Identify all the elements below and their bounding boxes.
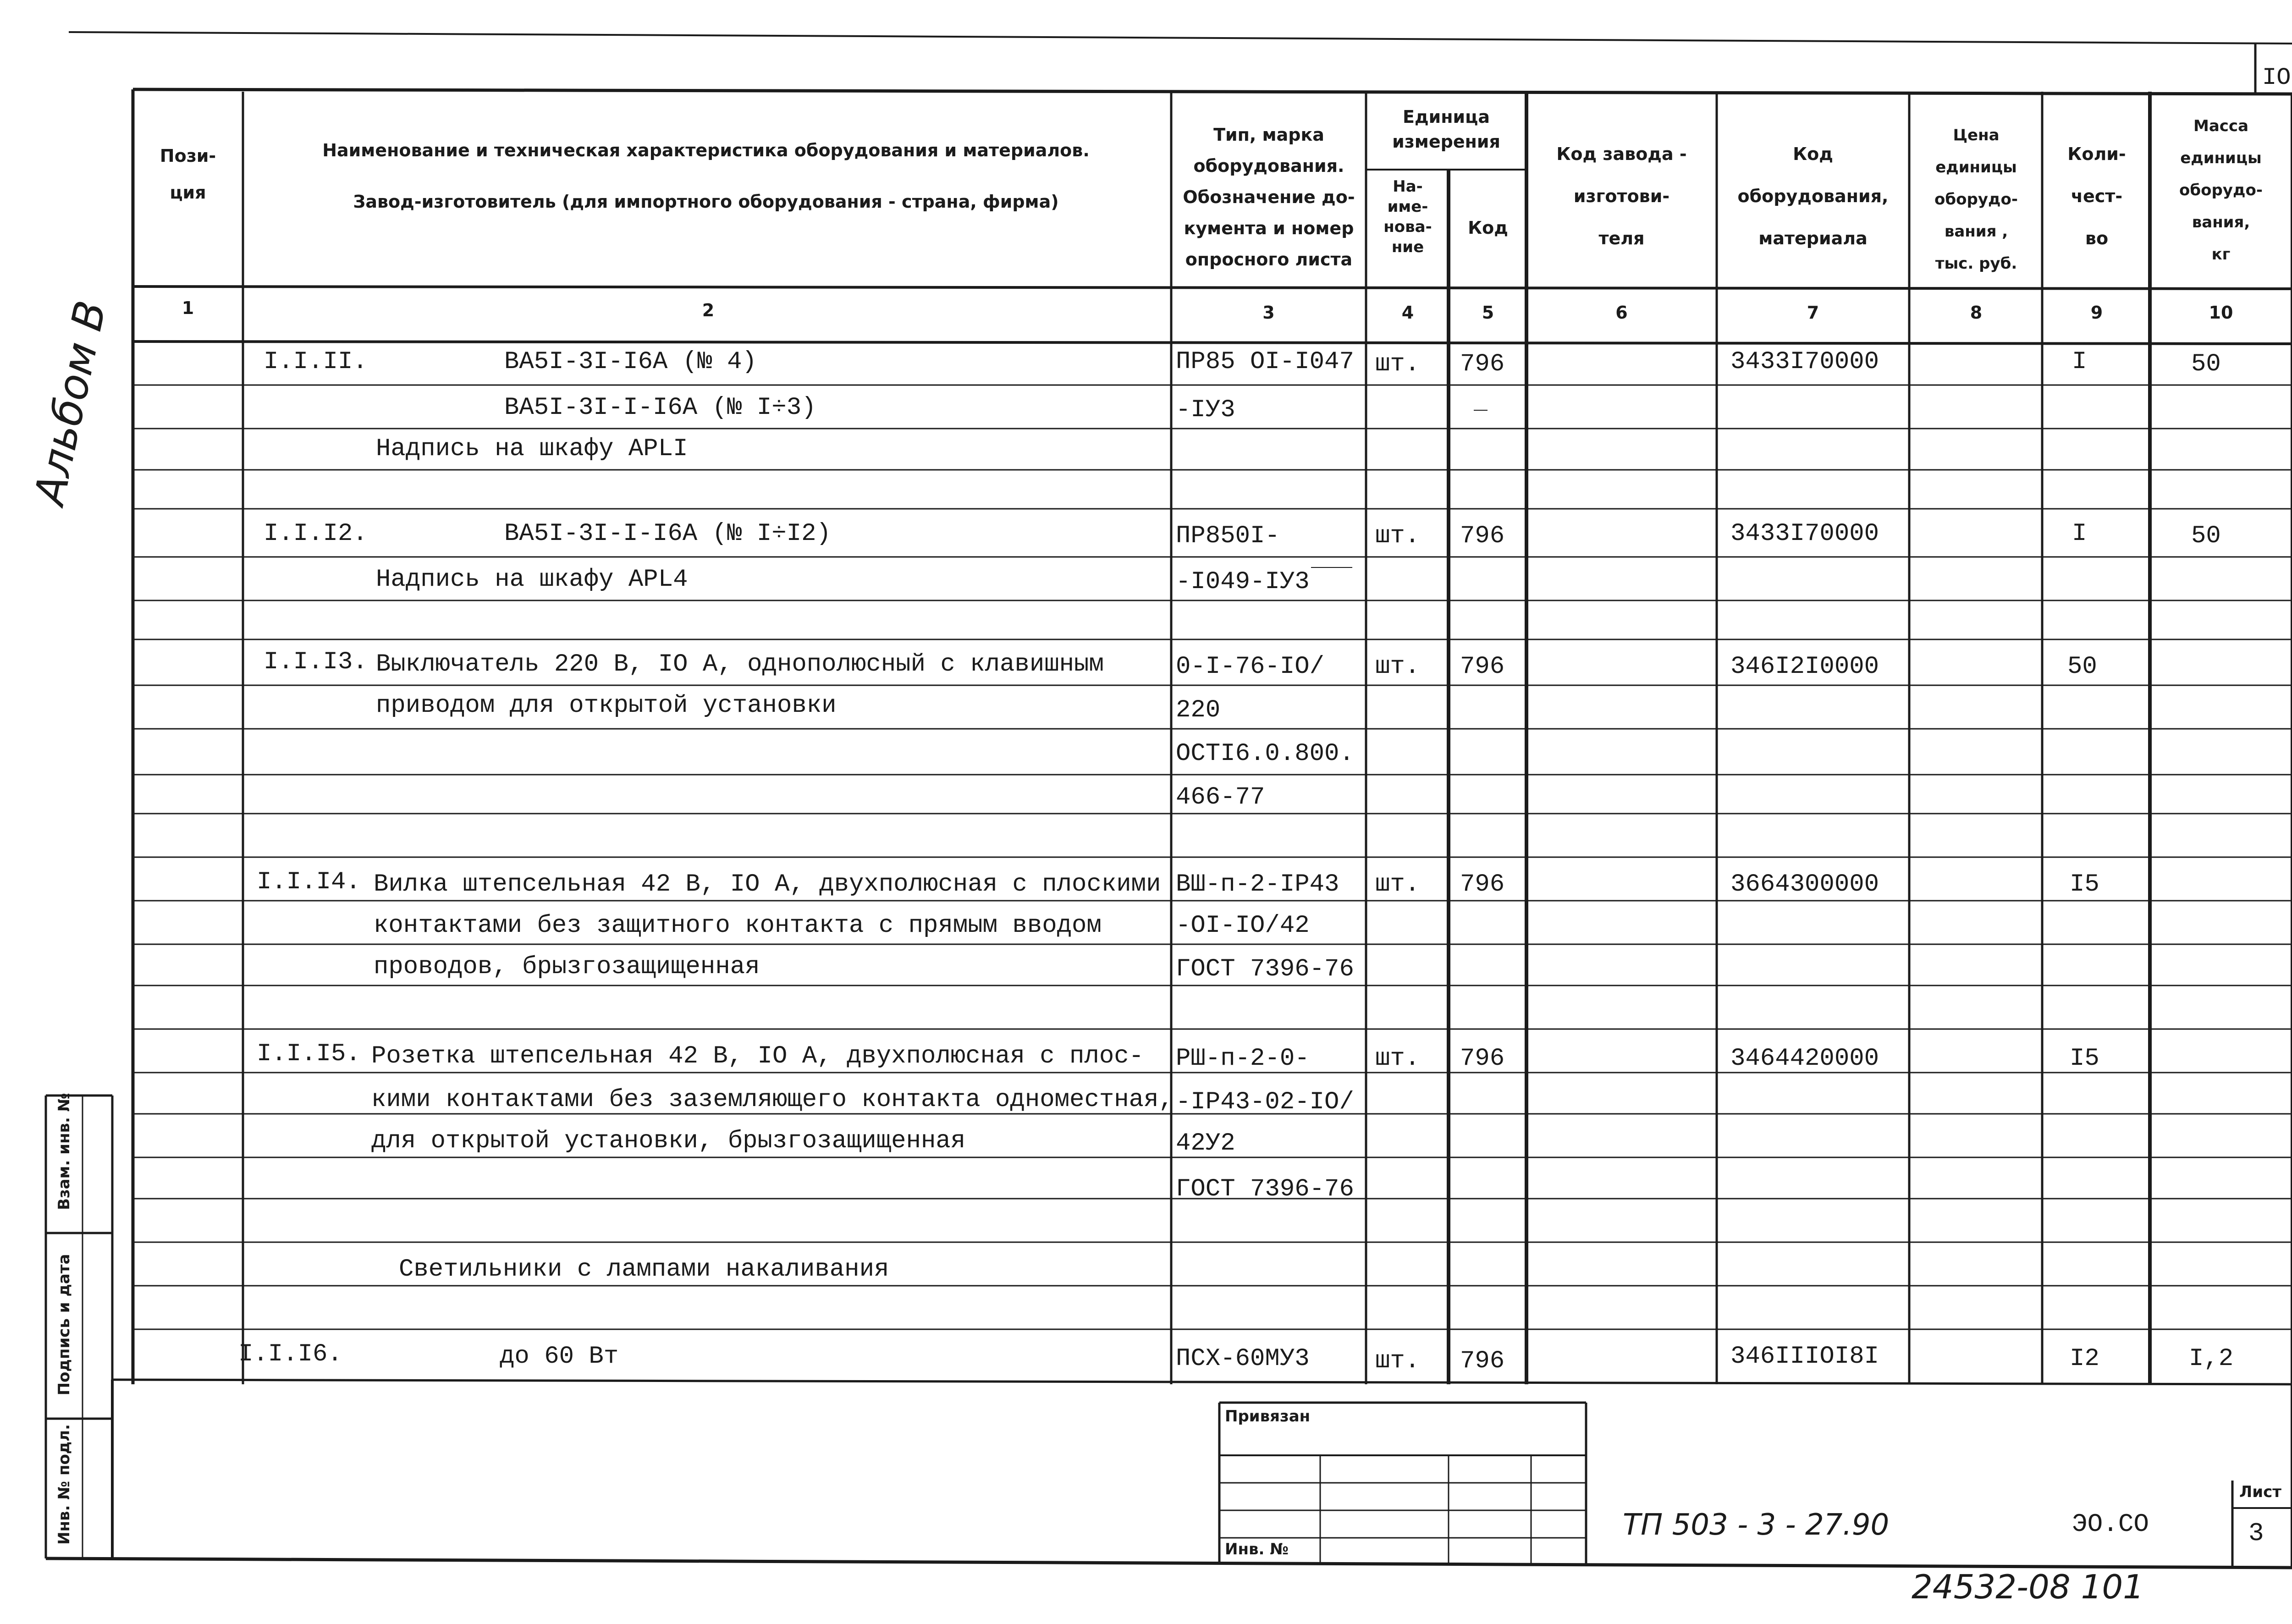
row-position: I.I.I4. [257,868,361,896]
row-type: 0-I-76-IO/ [1176,653,1325,681]
header-unit-name: На- име- нова- ние [1383,177,1432,256]
row-quantity: I2 [2070,1345,2099,1373]
row-unit-code: 796 [1460,1347,1505,1375]
row-type: OCTI6.0.800. [1176,740,1354,768]
row-name: проводов, брызгозащищенная [374,953,760,981]
col-number: 4 [1401,303,1414,323]
row-name: Надпись на шкафу APLI [376,435,688,463]
header-unit: Единица измерения [1392,107,1500,152]
header-mass: Масса единицы оборудо- вания, кг [2179,117,2263,264]
doc-code: ТП 503 - 3 - 27.90 [1623,1508,1890,1542]
row-unit: шт. [1375,522,1420,550]
row-name: кими контактами без заземляющего контакта одноместная, [371,1086,1174,1114]
header-quantity: Коли- чест- во [2067,144,2126,248]
sheet-number: 3 [2248,1519,2264,1548]
row-name: для открытой установки, брызгозащищенная [371,1127,966,1155]
header-factory-code: Код завода - изготови- теля [1556,144,1687,248]
row-equipment-code: 3433I70000 [1730,520,1879,548]
row-type: 220 [1176,696,1221,724]
row-type: ВШ-п-2-IP43 [1176,870,1339,898]
row-unit: шт. [1375,653,1420,681]
header-equipment-code: Код оборудования, материала [1737,144,1889,248]
header-price: Цена единицы оборудо- вания , тыс. руб. [1934,126,2018,273]
row-name: Надпись на шкафу APL4 [376,566,688,594]
row-mass: 50 [2191,522,2221,550]
row-unit-code: 796 [1460,1045,1505,1073]
row-quantity: I5 [2070,1045,2099,1073]
row-name: до 60 Вт [500,1343,619,1371]
row-name: Вилка штепсельная 42 В, IO А, двухполюсная с плоскими [374,870,1161,898]
row-equipment-code: 3464420000 [1730,1045,1879,1073]
row-type: ПР85 OI-I047 [1176,348,1354,376]
row-type: РШ-п-2-0- [1176,1045,1310,1073]
row-name: контактами без защитного контакта с прямым вводом [374,912,1102,940]
col-number: 6 [1615,303,1628,323]
header-name: Наименование и техническая характеристика оборудования и материалов. Завод-изготовитель (для импортного оборудования - страна, фирма) [322,140,1090,212]
page-corner-number: IO [2262,64,2291,91]
row-position: I.I.I2. [264,520,368,548]
row-unit-code: 796 [1460,653,1505,681]
row-equipment-code: 3664300000 [1730,870,1879,898]
row-type: -I049-IУ3 [1176,568,1310,596]
row-type: ГОСТ 7396-76 [1176,1175,1354,1203]
row-name: Выключатель 220 В, IO А, однополюсный с клавишным [376,650,1104,678]
row-type: ПР850I- [1176,522,1280,550]
col-number: 7 [1807,303,1819,323]
row-position: I.I.I5. [257,1040,361,1068]
section-code: ЭО.СО [2072,1509,2149,1539]
col-number: 10 [2209,303,2233,323]
row-unit: шт. [1375,1045,1420,1073]
row-unit-code: 796 [1460,870,1505,898]
side-label-podpis: Подпись и дата [55,1254,73,1396]
row-quantity: I5 [2070,870,2099,898]
row-name: BA5I-3I-I-I6A (№ I÷3) [504,394,816,422]
row-type: 42У2 [1176,1129,1235,1157]
col-number: 9 [2090,303,2103,323]
side-label-inv: Инв. № подл. [55,1424,73,1545]
section-heading: Светильники с лампами накаливания [399,1255,889,1283]
row-name: BA5I-3I-I-I6A (№ I÷I2) [504,520,831,548]
row-position: I.I.I3. [264,648,368,676]
row-position: I.I.I6. [238,1340,342,1368]
row-type: 466-77 [1176,783,1265,811]
album-label: Альбом В [25,296,116,509]
row-equipment-code: 346I2I0000 [1730,653,1879,681]
row-unit-code: 796 [1460,522,1505,550]
row-mass: 50 [2191,350,2221,378]
col-number: 1 [182,298,194,318]
row-type: ГОСТ 7396-76 [1176,955,1354,983]
side-label-vzam: Взам. инв. № [55,1093,73,1210]
row-type: -OI-IO/42 [1176,912,1310,940]
row-quantity: I [2072,520,2087,548]
row-unit: шт. [1375,870,1420,898]
row-quantity: 50 [2067,653,2097,681]
row-type: -IP43-02-IO/ [1176,1088,1354,1116]
stamp-privyazan: Привязан [1225,1407,1311,1426]
row-type: ПСХ-60МУ3 [1176,1345,1310,1373]
row-type: -IУ3 [1176,396,1235,424]
header-position: Пози- ция [160,146,216,203]
row-name: BA5I-3I-I6A (№ 4) [504,348,757,376]
col-number: 8 [1970,303,1983,323]
header-unit-code: Код [1468,218,1508,238]
row-quantity: I [2072,348,2087,376]
row-unit-code: 796 [1460,350,1505,378]
sheet-label: Лист [2239,1483,2281,1501]
row-position: I.I.II. [264,348,368,376]
row-equipment-code: 3433I70000 [1730,348,1879,376]
row-unit: шт. [1375,350,1420,378]
col-number: 3 [1262,303,1275,323]
header-type: Тип, марка оборудования. Обозначение до- кумента и номер опросного листа [1183,125,1355,270]
col-number: 5 [1482,303,1494,323]
row-mass: I,2 [2189,1345,2234,1373]
footer-code: 24532-08 101 [1912,1568,2144,1606]
row-unit: шт. [1375,1347,1420,1375]
col-number: 2 [702,300,715,320]
row-equipment-code: 346IIIOI8I [1730,1343,1879,1371]
row-name: приводом для открытой установки [376,692,837,720]
row-name: Розетка штепсельная 42 В, IO А, двухполюсная с плос- [371,1042,1144,1070]
stamp-inv-no: Инв. № [1225,1540,1289,1558]
